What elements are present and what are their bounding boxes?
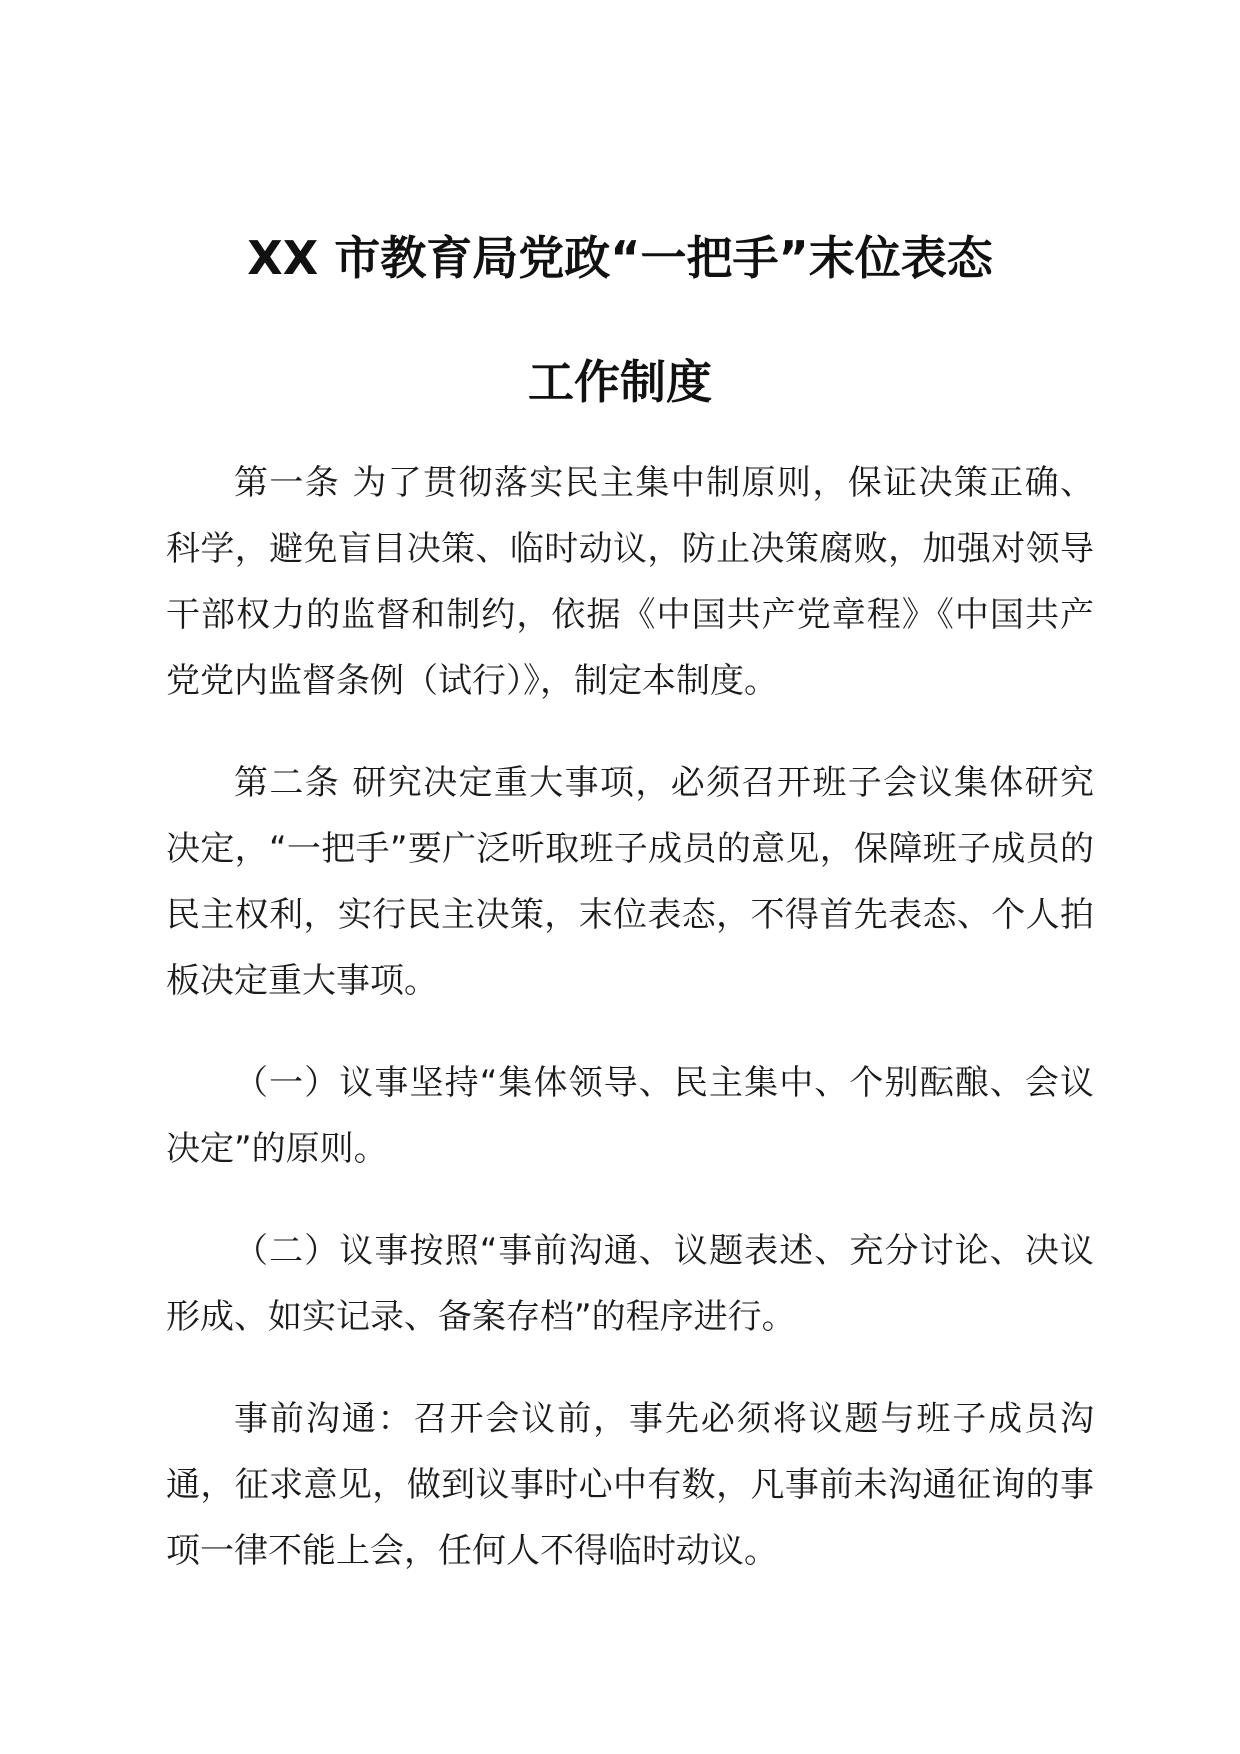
paragraph-article-1: 第一条 为了贯彻落实民主集中制原则，保证决策正确、科学，避免盲目决策、临时动议，防止决策腐败，加强对领导干部权力的监督和制约，依据《中国共产党章程》《中国共产党党内监督条例（试行）》，制定本制度。 <box>166 463 1094 701</box>
document-title-line-2: 工作制度 <box>528 355 712 409</box>
paragraph-item-1: （一）议事坚持“集体领导、民主集中、个别酝酿、会议决定”的原则。 <box>166 1063 1094 1169</box>
paragraph-item-2: （二）议事按照“事前沟通、议题表述、充分讨论、决议形成、如实记录、备案存档”的程序进行。 <box>166 1231 1094 1337</box>
document-body <box>166 450 1094 1620</box>
document-title-line-1: XX 市教育局党政“一把手”末位表态 <box>247 231 993 285</box>
paragraph-pre-communication: 事前沟通：召开会议前，事先必须将议题与班子成员沟通，征求意见，做到议事时心中有数，凡事前未沟通征询的事项一律不能上会，任何人不得临时动议。 <box>166 1399 1094 1571</box>
paragraph-article-2: 第二条 研究决定重大事项，必须召开班子会议集体研究决定，“一把手”要广泛听取班子成员的意见，保障班子成员的民主权利，实行民主决策，末位表态，不得首先表态、个人拍板决定重大事项。 <box>166 763 1094 1001</box>
